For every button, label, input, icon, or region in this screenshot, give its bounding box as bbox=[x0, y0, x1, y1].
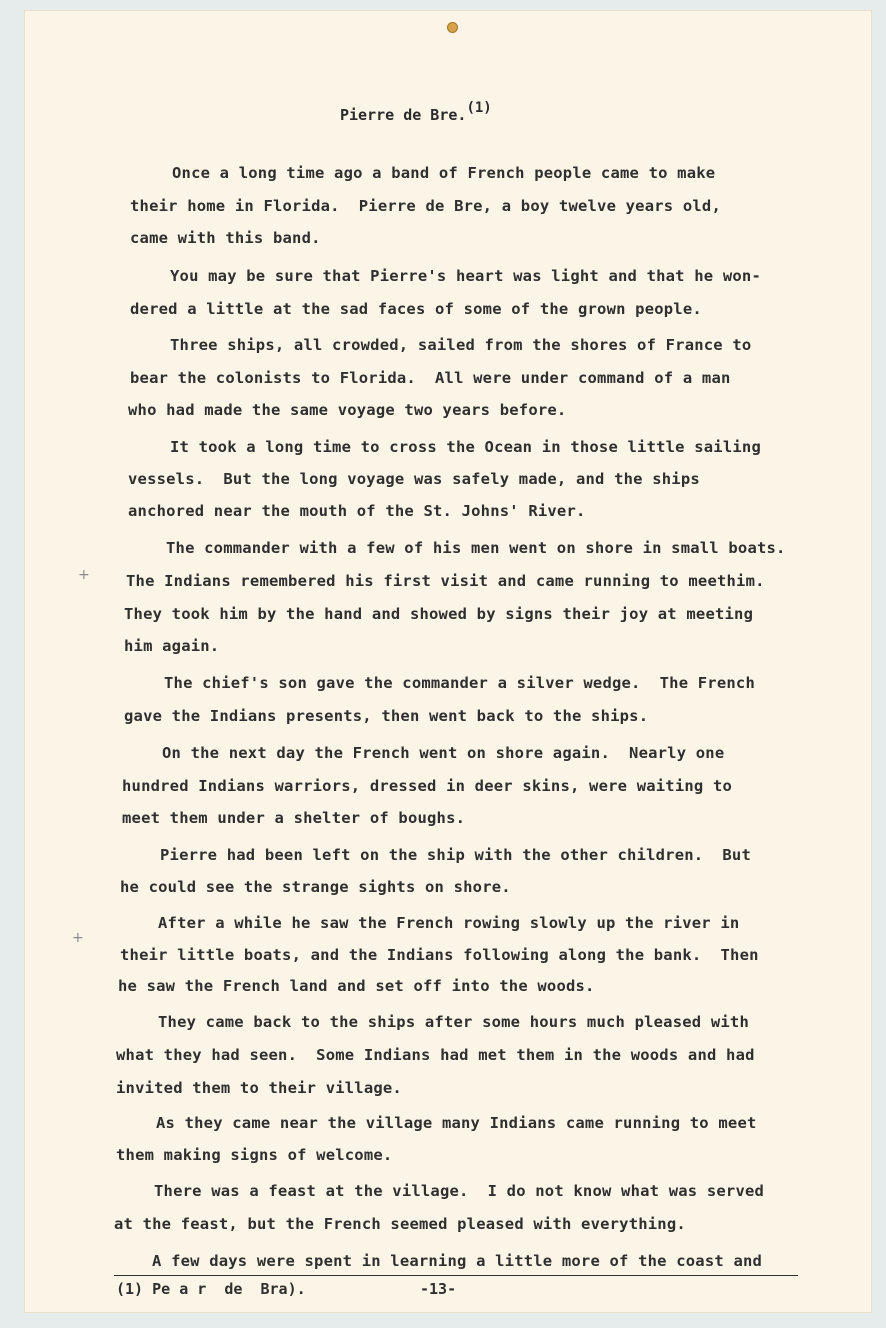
text-line: On the next day the French went on shore again. Nearly one bbox=[162, 744, 725, 762]
page-title: Pierre de Bre.$^{(1)}$ bbox=[340, 100, 492, 124]
text-line: what they had seen. Some Indians had met them in the woods and had bbox=[116, 1046, 755, 1064]
text-line: There was a feast at the village. I do not know what was served bbox=[154, 1182, 765, 1200]
text-line: he could see the strange sights on shore. bbox=[120, 878, 511, 896]
text-line: The commander with a few of his men went on shore in small boats. bbox=[166, 539, 786, 557]
text-line: vessels. But the long voyage was safely made, and the ships bbox=[128, 470, 700, 488]
text-line: him again. bbox=[124, 637, 220, 655]
text-line: They came back to the ships after some hours much pleased with bbox=[158, 1013, 749, 1031]
text-line: at the feast, but the French seemed pleased with everything. bbox=[114, 1215, 686, 1233]
text-line: They took him by the hand and showed by signs their joy at meeting bbox=[124, 605, 754, 623]
text-line: bear the colonists to Florida. All were under command of a man bbox=[130, 369, 731, 387]
text-line: Pierre had been left on the ship with the other children. But bbox=[160, 846, 751, 864]
title-footnote-ref: (1) bbox=[466, 100, 492, 116]
text-line: hundred Indians warriors, dressed in deer skins, were waiting to bbox=[122, 777, 733, 795]
text-line: It took a long time to cross the Ocean in those little sailing bbox=[170, 438, 761, 456]
text-line: invited them to their village. bbox=[116, 1079, 402, 1097]
footnote: (1) Pe a r de Bra). bbox=[116, 1280, 306, 1298]
text-line: them making signs of welcome. bbox=[116, 1146, 393, 1164]
text-line: A few days were spent in learning a little more of the coast and bbox=[152, 1252, 763, 1270]
text-line: their little boats, and the Indians following along the bank. Then bbox=[120, 946, 759, 964]
text-line: As they came near the village many Indians came running to meet bbox=[156, 1114, 757, 1132]
text-line: came with this band. bbox=[130, 229, 321, 247]
text-line: After a while he saw the French rowing slowly up the river in bbox=[158, 914, 740, 932]
text-line: who had made the same voyage two years before. bbox=[128, 401, 567, 419]
text-line: Once a long time ago a band of French people came to make bbox=[172, 164, 716, 182]
text-line: gave the Indians presents, then went back to the ships. bbox=[124, 707, 649, 725]
punch-hole bbox=[447, 22, 458, 33]
text-line: meet them under a shelter of boughs. bbox=[122, 809, 466, 827]
text-line: The chief's son gave the commander a silver wedge. The French bbox=[164, 674, 755, 692]
footnote-rule bbox=[114, 1275, 798, 1276]
text-line: The Indians remembered his first visit and came running to meethim. bbox=[126, 572, 765, 590]
text-line: Three ships, all crowded, sailed from the shores of France to bbox=[170, 336, 752, 354]
text-line: their home in Florida. Pierre de Bre, a boy twelve years old, bbox=[130, 197, 721, 215]
page-number: -13- bbox=[420, 1280, 457, 1298]
text-line: anchored near the mouth of the St. Johns' River. bbox=[128, 502, 586, 520]
text-line: he saw the French land and set off into the woods. bbox=[118, 977, 595, 995]
text-line: dered a little at the sad faces of some of the grown people. bbox=[130, 300, 702, 318]
text-line: You may be sure that Pierre's heart was light and that he won- bbox=[170, 267, 761, 285]
margin-mark: + bbox=[78, 567, 90, 583]
margin-mark: + bbox=[72, 930, 84, 946]
document-page bbox=[24, 10, 872, 1313]
